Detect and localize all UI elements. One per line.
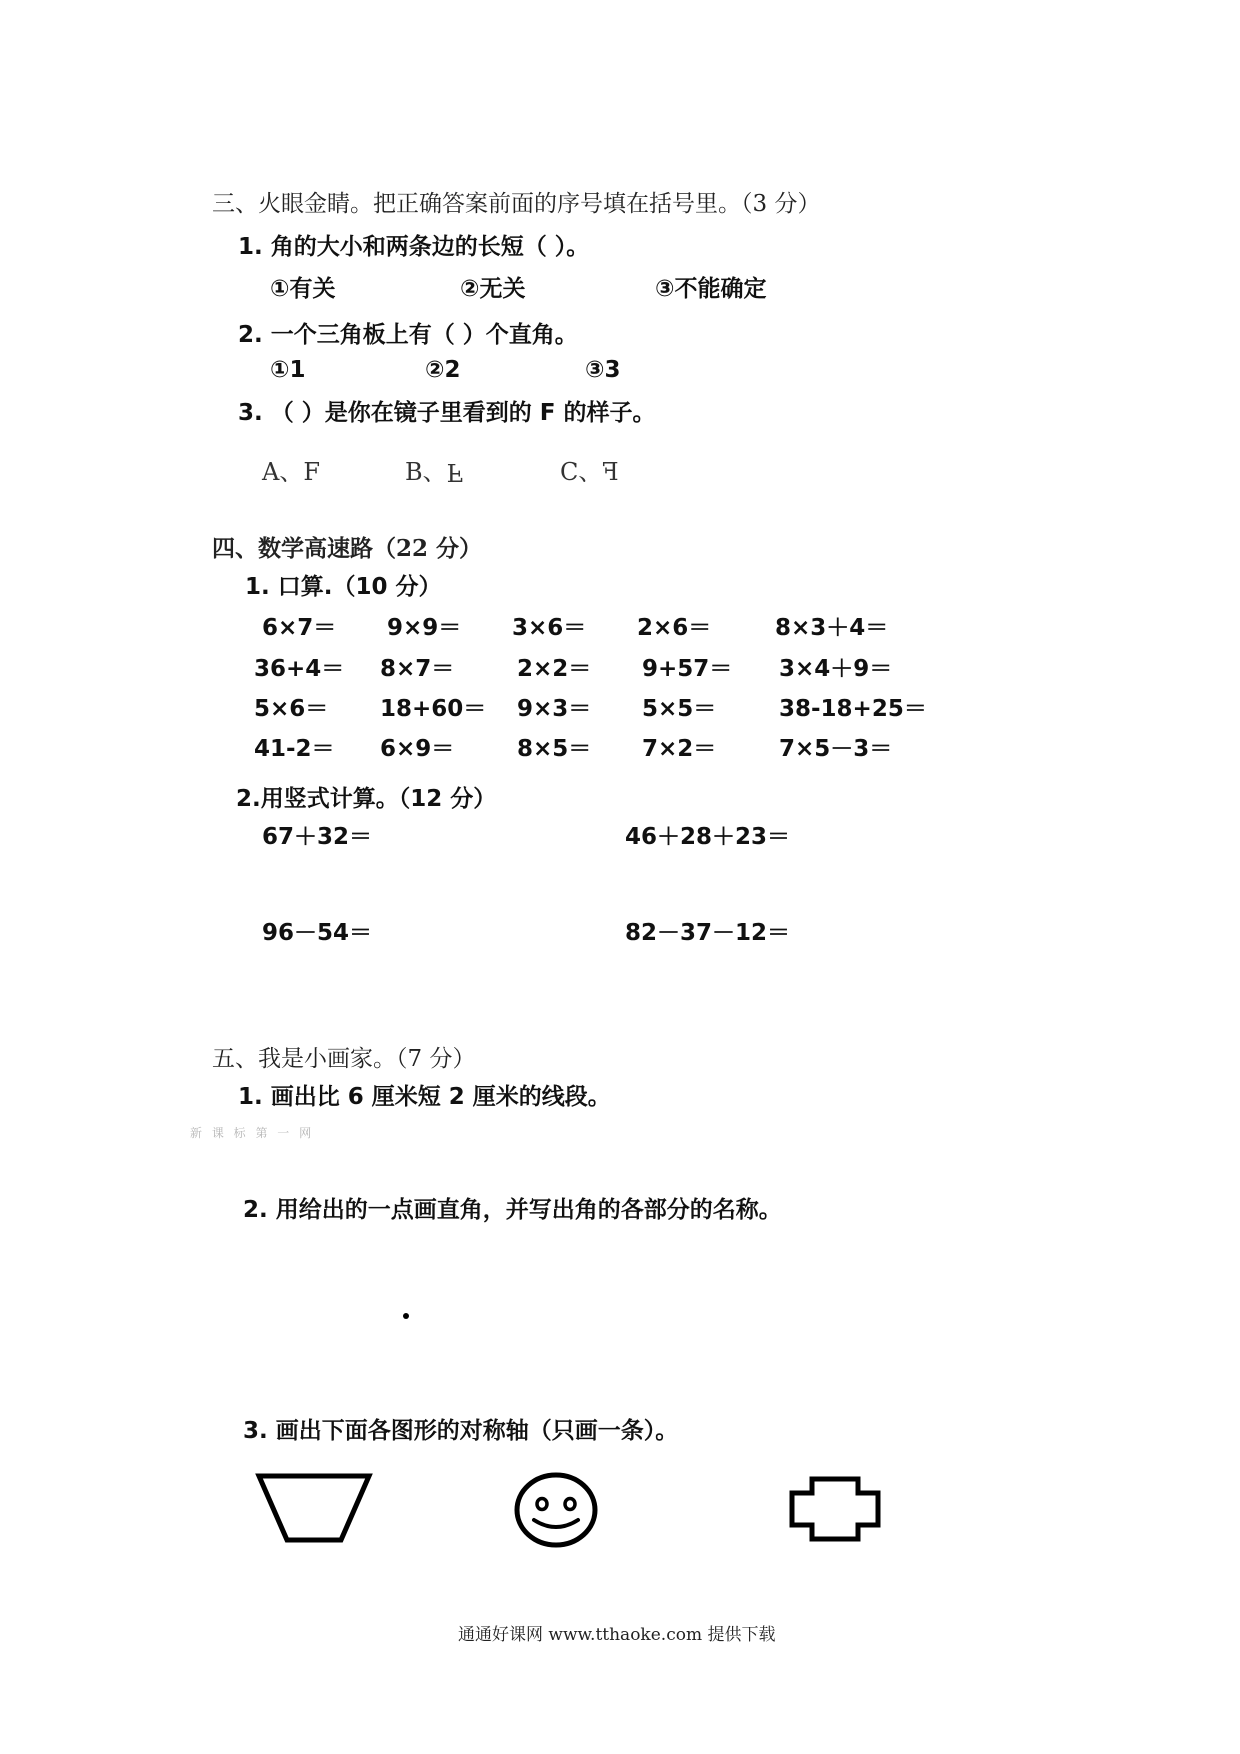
q3-option-b-label: B、 <box>405 458 447 486</box>
oral-item: 9+57＝ <box>642 656 733 682</box>
footer-text: 通通好课网 www.tthaoke.com 提供下载 <box>458 1625 776 1645</box>
letter-f-upside-down: F <box>446 458 464 486</box>
oral-item: 8×7＝ <box>380 656 455 682</box>
vertical-calc-title: 2.用竖式计算。（12 分） <box>236 786 497 812</box>
q3-option-c <box>560 452 619 487</box>
section3-question-3: 3. （ ）是你在镜子里看到的 F 的样子。 <box>238 400 656 426</box>
section5-question-2: 2. 用给出的一点画直角，并写出角的各部分的名称。 <box>243 1197 782 1223</box>
oral-item: 18+60＝ <box>380 696 487 722</box>
letter-f-normal: F <box>303 458 320 486</box>
oral-item: 2×6＝ <box>637 615 712 641</box>
oral-item: 2×2＝ <box>517 656 592 682</box>
section5-question-1: 1. 画出比 6 厘米短 2 厘米的线段。 <box>238 1084 611 1110</box>
oral-item: 6×9＝ <box>380 736 455 762</box>
oral-item: 8×5＝ <box>517 736 592 762</box>
letter-f-mirrored: F <box>602 458 620 486</box>
q3-option-a <box>262 452 320 487</box>
vertical-calc-item: 96－54＝ <box>262 920 373 946</box>
q2-option-2: ②2 <box>425 357 461 383</box>
q2-option-1: ①1 <box>270 357 306 383</box>
given-point <box>403 1313 409 1319</box>
q1-option-3: ③不能确定 <box>655 276 767 302</box>
oral-item: 36+4＝ <box>254 656 345 682</box>
q1-option-2: ②无关 <box>460 276 526 302</box>
oral-item: 8×3＋4＝ <box>775 615 889 641</box>
trapezoid-shape <box>255 1472 375 1546</box>
oral-item: 3×6＝ <box>512 615 587 641</box>
oral-item: 6×7＝ <box>262 615 337 641</box>
watermark-text: 新 课 标 第 一 网 <box>190 1126 315 1140</box>
oral-item: 3×4＋9＝ <box>779 656 893 682</box>
vertical-calc-item: 67＋32＝ <box>262 824 373 850</box>
oral-calc-title: 1. 口算.（10 分） <box>245 574 442 600</box>
section5-title: 五、我是小画家。（7 分） <box>212 1046 476 1072</box>
section3-question-1: 1. 角的大小和两条边的长短（ ）。 <box>238 234 590 260</box>
oral-item: 7×2＝ <box>642 736 717 762</box>
oral-item: 41-2＝ <box>254 736 335 762</box>
q3-option-b <box>405 452 463 487</box>
section5-question-3: 3. 画出下面各图形的对称轴（只画一条）。 <box>243 1418 679 1444</box>
q3-option-a-label: A、 <box>262 458 304 486</box>
oral-item: 9×9＝ <box>387 615 462 641</box>
q1-option-1: ①有关 <box>270 276 336 302</box>
q3-option-c-label: C、 <box>560 458 603 486</box>
section4-title: 四、数学高速路（22 分） <box>212 535 483 562</box>
oral-item: 9×3＝ <box>517 696 592 722</box>
q2-option-3: ③3 <box>585 357 621 383</box>
oral-item: 38-18+25＝ <box>779 696 927 722</box>
cross-shape <box>788 1475 884 1545</box>
oral-item: 7×5－3＝ <box>779 736 893 762</box>
section3-title: 三、火眼金睛。把正确答案前面的序号填在括号里。（3 分） <box>212 191 821 217</box>
oral-item: 5×6＝ <box>254 696 329 722</box>
smiley-face-icon <box>512 1470 600 1550</box>
oral-item: 5×5＝ <box>642 696 717 722</box>
section3-question-2: 2. 一个三角板上有（ ）个直角。 <box>238 322 578 348</box>
vertical-calc-item: 46＋28＋23＝ <box>625 824 791 850</box>
vertical-calc-item: 82－37－12＝ <box>625 920 791 946</box>
